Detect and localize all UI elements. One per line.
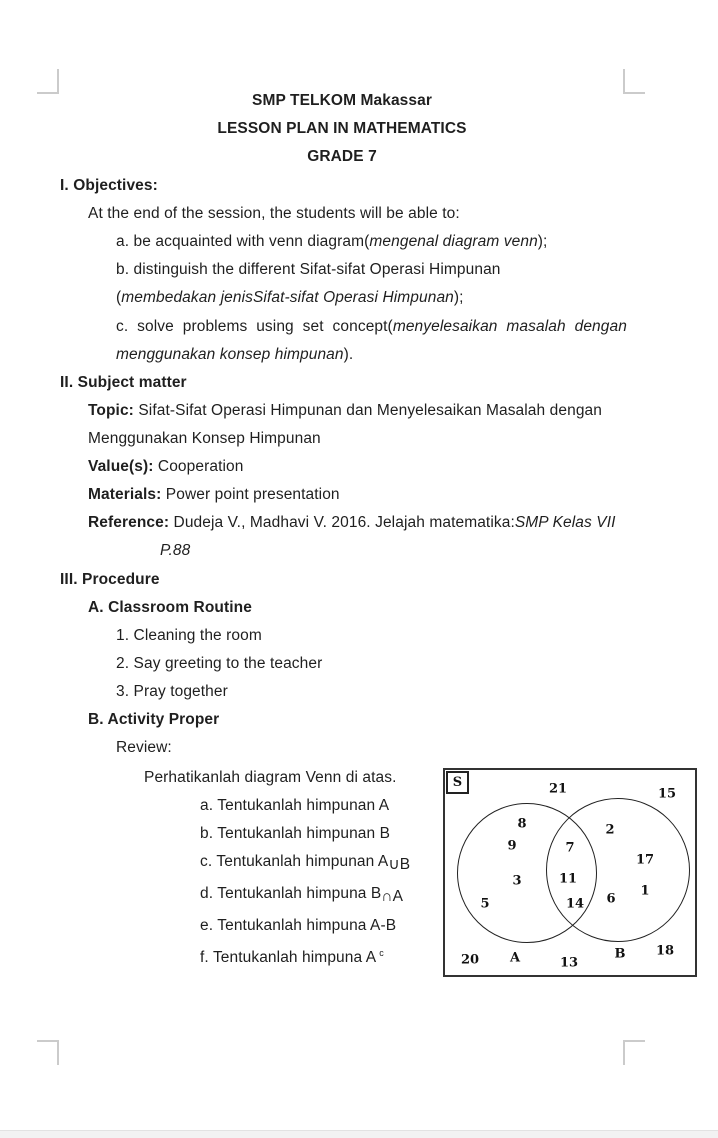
doc-line-reference-2: P.88 [160,542,191,559]
doc-line-title-grade: GRADE 7 [307,148,377,165]
doc-line-routine-3: 3. Pray together [116,683,228,700]
venn-number-a-only: 3 [512,873,522,889]
margin-mark-bottom-right-icon [623,1040,645,1065]
doc-line-objective-c-1: c. solve problems using set concept(menyelesaikan masalah dengan [116,318,627,335]
venn-number-intersection: 7 [565,840,575,856]
venn-number-intersection: 11 [558,871,578,887]
venn-number-outside: 20 [460,952,480,968]
doc-line-topic-2: Menggunakan Konsep Himpunan [88,430,321,447]
venn-diagram [443,768,697,977]
margin-mark-bottom-left-icon [37,1040,59,1065]
doc-line-subject-heading: II. Subject matter [60,374,187,391]
doc-line-activity-heading: B. Activity Proper [88,711,220,728]
doc-line-routine-heading: A. Classroom Routine [88,599,252,616]
doc-line-review-intro: Perhatikanlah diagram Venn di atas. [144,769,397,786]
venn-circle-b [546,798,690,942]
doc-line-task-f: f. Tentukanlah himpuna A $^c$ [200,948,384,966]
doc-line-routine-1: 1. Cleaning the room [116,627,262,644]
doc-line-topic-1: Topic: Sifat-Sifat Operasi Himpunan dan Menyelesaikan Masalah dengan [88,402,602,419]
venn-set-label-a: A [509,950,521,966]
venn-universe-label: S [452,775,463,790]
doc-line-reference-1: Reference: Dudeja V., Madhavi V. 2016. Jelajah matematika:SMP Kelas VII [88,514,616,531]
doc-line-title-school: SMP TELKOM Makassar [252,92,432,109]
doc-line-objective-b-2: (membedakan jenisSifat-sifat Operasi Himpunan); [116,289,464,306]
venn-number-b-only: 1 [640,883,650,899]
venn-number-b-only: 6 [606,891,616,907]
margin-mark-top-right-icon [623,69,645,94]
doc-line-task-d: d. Tentukanlah himpuna B∩A [200,885,404,905]
doc-line-objectives-heading: I. Objectives: [60,177,158,194]
doc-line-objective-c-2: menggunakan konsep himpunan). [116,346,354,363]
doc-line-objective-b-1: b. distinguish the different Sifat-sifat Operasi Himpunan [116,261,501,278]
doc-line-materials: Materials: Power point presentation [88,486,340,503]
doc-line-procedure-heading: III. Procedure [60,571,160,588]
doc-line-task-c: c. Tentukanlah himpunan A∪B [200,853,411,873]
doc-line-review-label: Review: [116,739,172,756]
doc-line-objective-a: a. be acquainted with venn diagram(mengenal diagram venn); [116,233,548,250]
venn-number-outside: 18 [655,943,675,959]
doc-line-task-b: b. Tentukanlah himpunan B [200,825,391,842]
venn-universe-box [446,771,469,794]
doc-line-objectives-intro: At the end of the session, the students will be able to: [88,205,460,222]
venn-number-intersection: 14 [565,896,585,912]
margin-mark-top-left-icon [37,69,59,94]
venn-number-outside: 13 [559,955,579,971]
doc-line-title-plan: LESSON PLAN IN MATHEMATICS [217,120,467,137]
venn-number-outside: 15 [657,786,677,802]
venn-number-a-only: 9 [507,838,517,854]
doc-line-values: Value(s): Cooperation [88,458,244,475]
venn-set-label-b: B [614,946,626,962]
venn-number-a-only: 5 [480,896,490,912]
venn-number-b-only: 2 [605,822,615,838]
doc-line-routine-2: 2. Say greeting to the teacher [116,655,323,672]
venn-number-outside: 21 [548,781,568,797]
page-bottom-strip [0,1130,718,1138]
doc-line-task-a: a. Tentukanlah himpunan A [200,797,390,814]
venn-number-a-only: 8 [517,816,527,832]
venn-number-b-only: 17 [635,852,655,868]
doc-line-task-e: e. Tentukanlah himpuna A-B [200,917,397,934]
